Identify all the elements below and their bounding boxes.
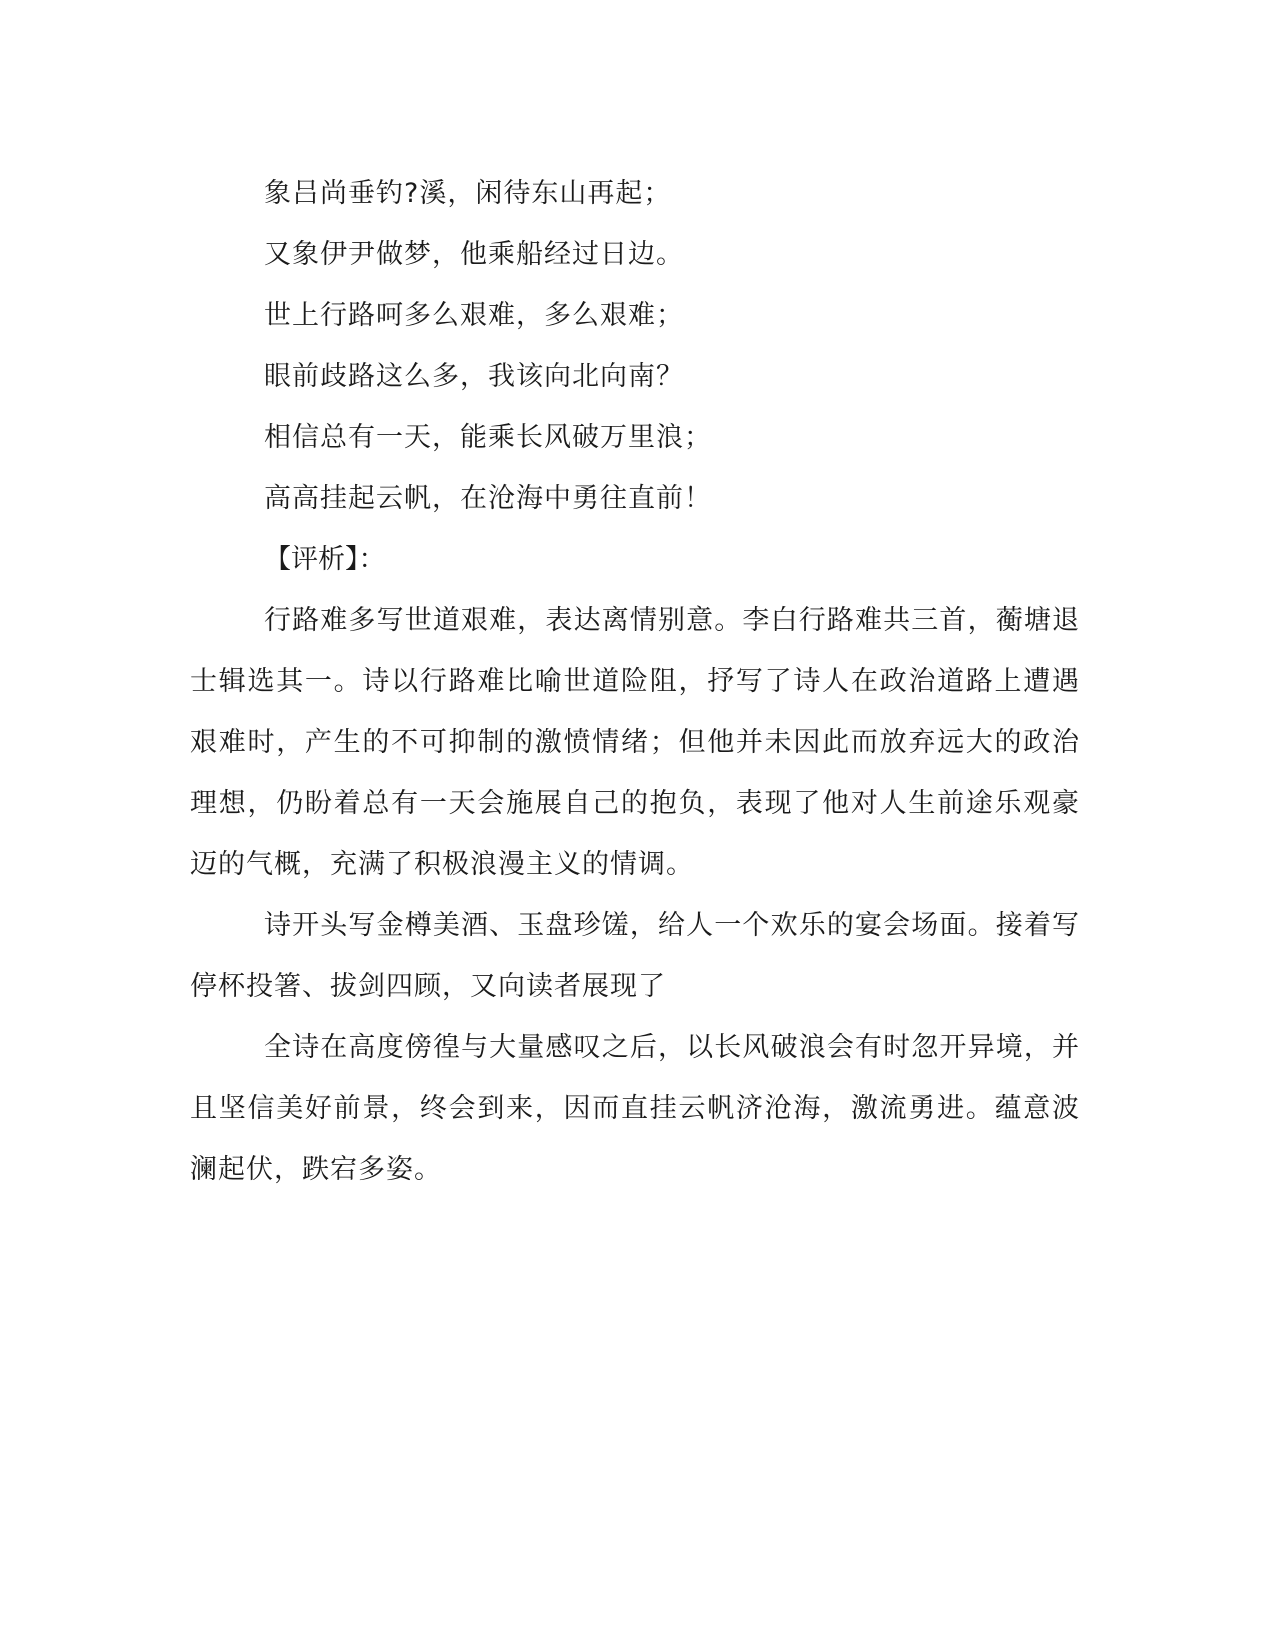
analysis-paragraph-3: 全诗在高度傍徨与大量感叹之后，以长风破浪会有时忽开异境，并且坚信美好前景，终会到来，因而直挂云帆济沧海，激流勇进。蕴意波澜起伏，跌宕多姿。 xyxy=(190,1032,1080,1185)
analysis-heading: 【评析】： xyxy=(264,544,386,575)
analysis-paragraph-2: 诗开头写金樽美酒、玉盘珍馐，给人一个欢乐的宴会场面。接着写停杯投箸、拔剑四顾，又向读者展现了 xyxy=(190,910,1080,1002)
poem-line-3: 世上行路呵多么艰难，多么艰难； xyxy=(264,300,684,331)
document-body xyxy=(190,163,1080,1200)
poem-line-1: 象吕尚垂钓?溪，闲待东山再起； xyxy=(264,178,672,209)
poem-line-5: 相信总有一天，能乘长风破万里浪； xyxy=(264,422,712,453)
poem-line-2: 又象伊尹做梦，他乘船经过日边。 xyxy=(264,239,684,270)
poem-line-4: 眼前歧路这么多，我该向北向南？ xyxy=(264,361,684,392)
poem-line-6: 高高挂起云帆，在沧海中勇往直前！ xyxy=(264,483,712,514)
analysis-paragraph-1: 行路难多写世道艰难，表达离情别意。李白行路难共三首，蘅塘退士辑选其一。诗以行路难比喻世道险阻，抒写了诗人在政治道路上遭遇艰难时，产生的不可抑制的激愤情绪；但他并未因此而放弃远大的政治理想，仍盼着总有一天会施展自己的抱负，表现了他对人生前途乐观豪迈的气概，充满了积极浪漫主义的情调。 xyxy=(190,605,1080,880)
